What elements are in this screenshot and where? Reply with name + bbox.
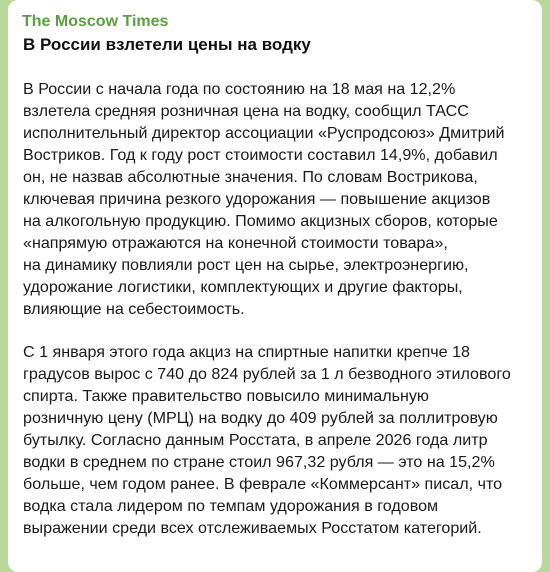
text-line: С 1 января этого года акциз на спиртные напитки крепче 18 xyxy=(23,343,470,361)
text-line: В России с начала года по состоянию на 18 мая на 12,2% xyxy=(23,80,456,98)
text-line: розничную цену (МРЦ) на водку до 409 рублей за поллитровую xyxy=(23,409,498,427)
headline: В России взлетели цены на водку xyxy=(23,35,311,54)
text-line: ключевая причина резкого удорожания — повышение акцизов xyxy=(23,190,491,208)
text-line: он, не назвав абсолютные значения. По словам Вострикова, xyxy=(23,168,478,186)
text-line: удорожание логистики, комплектующих и другие факторы, xyxy=(23,278,463,296)
text-line: спирта. Также правительство повысило минимальную xyxy=(23,387,430,405)
text-line: на алкогольную продукцию. Помимо акцизных сборов, которые xyxy=(23,212,498,230)
text-line: исполнительный директор ассоциации «Руспродсоюз» Дмитрий xyxy=(23,124,505,142)
text-line: «напрямую отражаются на конечной стоимости товара», xyxy=(23,234,448,252)
channel-name[interactable]: The Moscow Times xyxy=(22,13,169,30)
text-line: выражении среди всех отслеживаемых Росстатом категорий. xyxy=(23,519,482,537)
message-paragraph-1 xyxy=(23,78,525,320)
text-line: бутылку. Согласно данным Росстата, в апреле 2026 года литр xyxy=(23,431,488,449)
text-line: больше, чем годом ранее. В феврале «Коммерсант» писал, что xyxy=(23,475,503,493)
text-line: водка стала лидером по темпам удорожания в годовом xyxy=(23,497,439,515)
text-line: Востриков. Год к году рост стоимости составил 14,9%, добавил xyxy=(23,146,498,164)
text-line: на динамику повлияли рост цен на сырье, электроэнергию, xyxy=(23,256,469,274)
message-bubble xyxy=(8,0,542,572)
text-line: градусов вырос с 740 до 824 рублей за 1 л безводного этилового xyxy=(23,365,511,383)
message-paragraph-2 xyxy=(23,341,525,539)
text-line: влияющие на себестоимость. xyxy=(23,300,245,318)
text-line: водки в среднем по стране стоил 967,32 рубля — это на 15,2% xyxy=(23,453,495,471)
text-line: взлетела средняя розничная цена на водку, сообщил ТАСС xyxy=(23,102,469,120)
